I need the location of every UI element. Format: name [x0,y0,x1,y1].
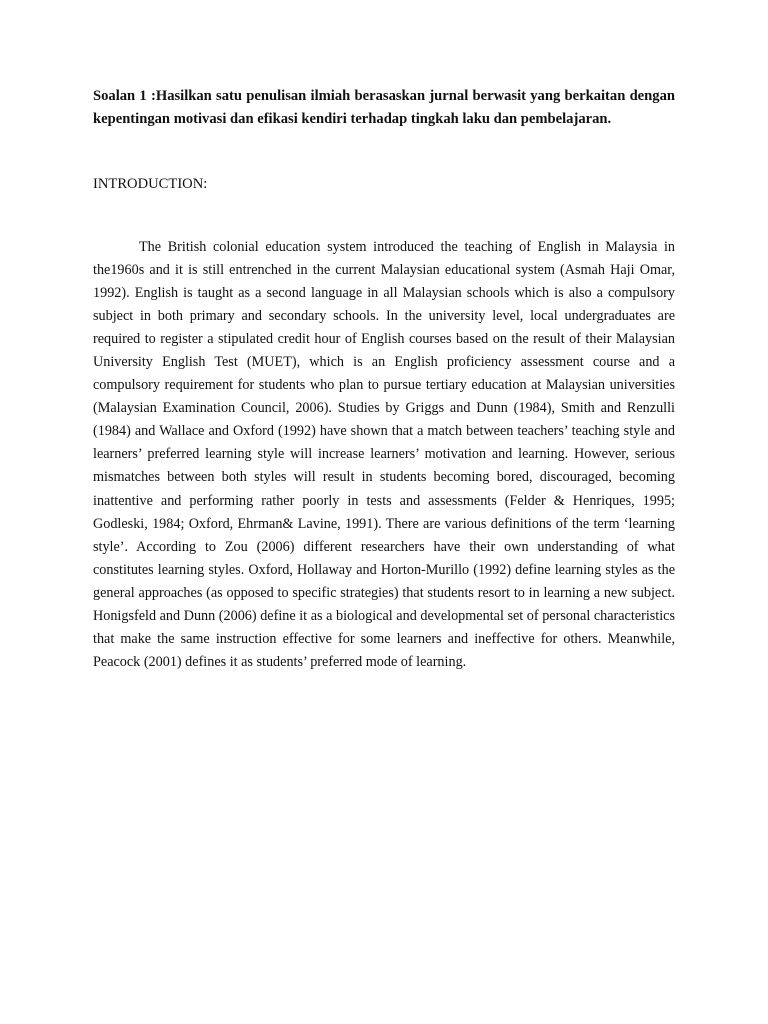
section-heading: INTRODUCTION: [93,176,208,192]
question-text: Soalan 1 :Hasilkan satu penulisan ilmiah berasaskan jurnal berwasit yang berkaitan dengan kepentingan motivasi dan efikasi kendiri terhadap tingkah laku dan pembelajaran. [93,88,675,127]
introduction-paragraph: The British colonial education system introduced the teaching of English in Malaysia in the1960s and it is still entrenched in the current Malaysian educational system (Asmah Haji Omar, 1992). English is taught as a second language in all Malaysian schools which is also a compulsory subject in both primary and secondary schools. In the university level, local undergraduates are required to register a stipulated credit hour of English courses based on the result of their Malaysian University English Test (MUET), which is an English proficiency assessment course and a compulsory requirement for students who plan to pursue tertiary education at Malaysian universities (Malaysian Examination Council, 2006). Studies by Griggs and Dunn (1984), Smith and Renzulli (1984) and Wallace and Oxford (1992) have shown that a match between teachers’ teaching style and learners’ preferred learning style will increase learners’ motivation and learning. However, serious mismatches between both styles will result in students becoming bored, discouraged, becoming inattentive and performing rather poorly in tests and assessments (Felder & Henriques, 1995; Godleski, 1984; Oxford, Ehrman& Lavine, 1991). There are various definitions of the term ‘learning style’. According to Zou (2006) different researchers have their own understanding of what constitutes learning styles. Oxford, Hollaway and Horton-Murillo (1992) define learning styles as the general approaches (as opposed to specific strategies) that students resort to in learning a new subject. Honigsfeld and Dunn (2006) define it as a biological and developmental set of personal characteristics that make the same instruction effective for some learners and ineffective for others. Meanwhile, Peacock (2001) defines it as students’ preferred mode of learning. [93,239,675,670]
